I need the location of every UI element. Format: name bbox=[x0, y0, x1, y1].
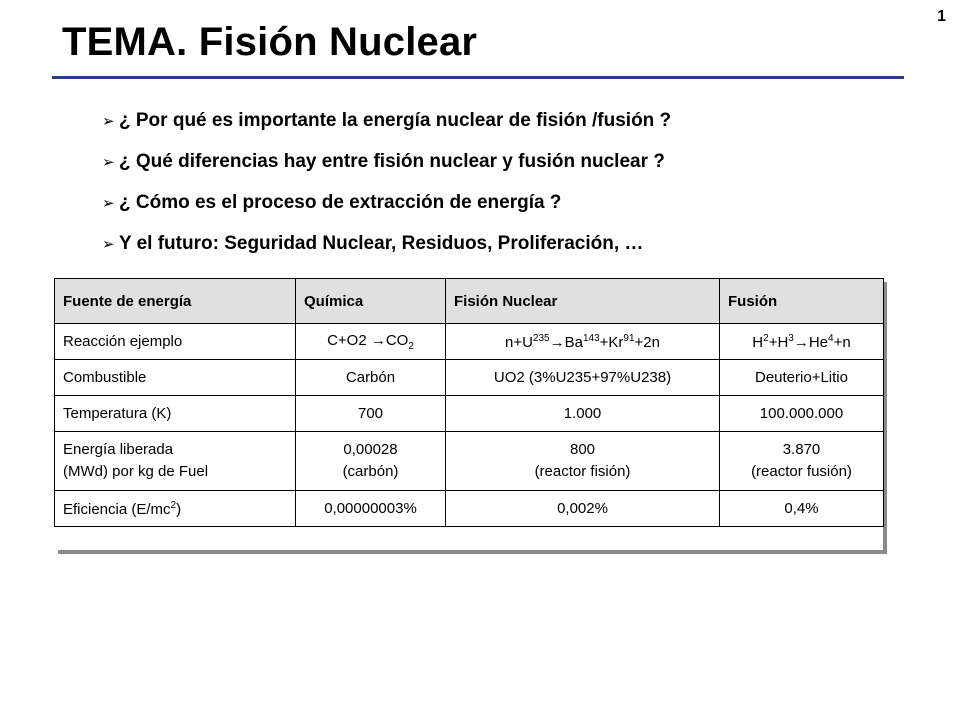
reaction-text: +2n bbox=[634, 333, 660, 351]
superscript: 2 bbox=[763, 332, 769, 344]
row-label-text: Eficiencia (E/mc bbox=[63, 500, 171, 518]
subscript: 2 bbox=[408, 340, 414, 352]
table-cell: 0,002% bbox=[446, 491, 720, 527]
superscript: 91 bbox=[623, 332, 635, 344]
bullet-item bbox=[102, 182, 671, 223]
arrow-bullet-icon: ➢ bbox=[102, 235, 115, 253]
superscript: 143 bbox=[582, 332, 600, 344]
row-label-text: ) bbox=[176, 500, 182, 518]
header-cell: Fisión Nuclear bbox=[446, 279, 720, 324]
reaction-text: +H bbox=[768, 333, 789, 351]
question-list bbox=[102, 100, 671, 264]
table-cell: 100.000.000 bbox=[720, 396, 884, 432]
table-cell: 0,00000003% bbox=[296, 491, 446, 527]
table-cell: 700 bbox=[296, 396, 446, 432]
row-label: Combustible bbox=[55, 360, 296, 396]
fusion-reaction-cell bbox=[720, 324, 884, 360]
row-label bbox=[55, 491, 296, 527]
table-cell: Deuterio+Litio bbox=[720, 360, 884, 396]
superscript: 2 bbox=[170, 499, 177, 511]
chemical-reaction-cell bbox=[296, 324, 446, 360]
table-row bbox=[55, 324, 884, 360]
slide-title: TEMA. Fisión Nuclear bbox=[62, 20, 478, 64]
cell-value: 800 bbox=[569, 441, 596, 458]
table-cell: UO2 (3%U235+97%U238) bbox=[446, 360, 720, 396]
row-label-line: Energía liberada bbox=[63, 441, 174, 458]
reaction-text: +n bbox=[833, 333, 851, 351]
bullet-text: ¿ Cómo es el proceso de extracción de energía ? bbox=[119, 191, 562, 213]
title-underline bbox=[52, 76, 904, 79]
slide-number: 1 bbox=[937, 8, 946, 25]
bullet-text: Y el futuro: Seguridad Nuclear, Residuos, Proliferación, … bbox=[119, 232, 644, 254]
table-cell: Carbón bbox=[296, 360, 446, 396]
table-shadow-bottom bbox=[58, 550, 887, 554]
row-label bbox=[55, 432, 296, 491]
reaction-text: n+U bbox=[504, 333, 533, 351]
table-cell: 0,4% bbox=[720, 491, 884, 527]
cell-value: 3.870 bbox=[782, 441, 821, 458]
reaction-text: →He bbox=[793, 333, 829, 351]
cell-note: (reactor fusión) bbox=[751, 463, 852, 480]
arrow-bullet-icon: ➢ bbox=[102, 194, 115, 212]
table-cell bbox=[296, 432, 446, 491]
superscript: 4 bbox=[828, 332, 834, 344]
row-label: Temperatura (K) bbox=[55, 396, 296, 432]
reaction-text: →Ba bbox=[549, 333, 583, 351]
bullet-item bbox=[102, 223, 671, 264]
cell-note: (reactor fisión) bbox=[534, 463, 631, 480]
header-cell: Fusión bbox=[720, 279, 884, 324]
energy-comparison-table bbox=[54, 278, 884, 527]
table-header-row bbox=[55, 279, 884, 324]
arrow-bullet-icon: ➢ bbox=[102, 153, 115, 171]
cell-value: 0,00028 bbox=[343, 441, 398, 458]
bullet-item bbox=[102, 141, 671, 182]
header-cell: Química bbox=[296, 279, 446, 324]
superscript: 235 bbox=[532, 332, 550, 344]
row-label: Reacción ejemplo bbox=[55, 324, 296, 360]
bullet-text: ¿ Por qué es importante la energía nuclear de fisión /fusión ? bbox=[119, 109, 672, 131]
reaction-text: H bbox=[752, 333, 764, 351]
reaction-text: +Kr bbox=[599, 333, 624, 351]
bullet-text: ¿ Qué diferencias hay entre fisión nuclear y fusión nuclear ? bbox=[119, 150, 665, 172]
table-row bbox=[55, 491, 884, 527]
table-cell bbox=[720, 432, 884, 491]
table-cell bbox=[446, 432, 720, 491]
table-cell: 1.000 bbox=[446, 396, 720, 432]
table-row bbox=[55, 396, 884, 432]
table-row bbox=[55, 360, 884, 396]
reaction-text: C+O2 →CO bbox=[327, 331, 409, 349]
cell-note: (carbón) bbox=[342, 463, 399, 480]
row-label-line: (MWd) por kg de Fuel bbox=[63, 463, 209, 480]
superscript: 3 bbox=[788, 332, 794, 344]
arrow-bullet-icon: ➢ bbox=[102, 112, 115, 130]
header-cell: Fuente de energía bbox=[55, 279, 296, 324]
fission-reaction-cell bbox=[446, 324, 720, 360]
table-row bbox=[55, 432, 884, 491]
bullet-item bbox=[102, 100, 671, 141]
